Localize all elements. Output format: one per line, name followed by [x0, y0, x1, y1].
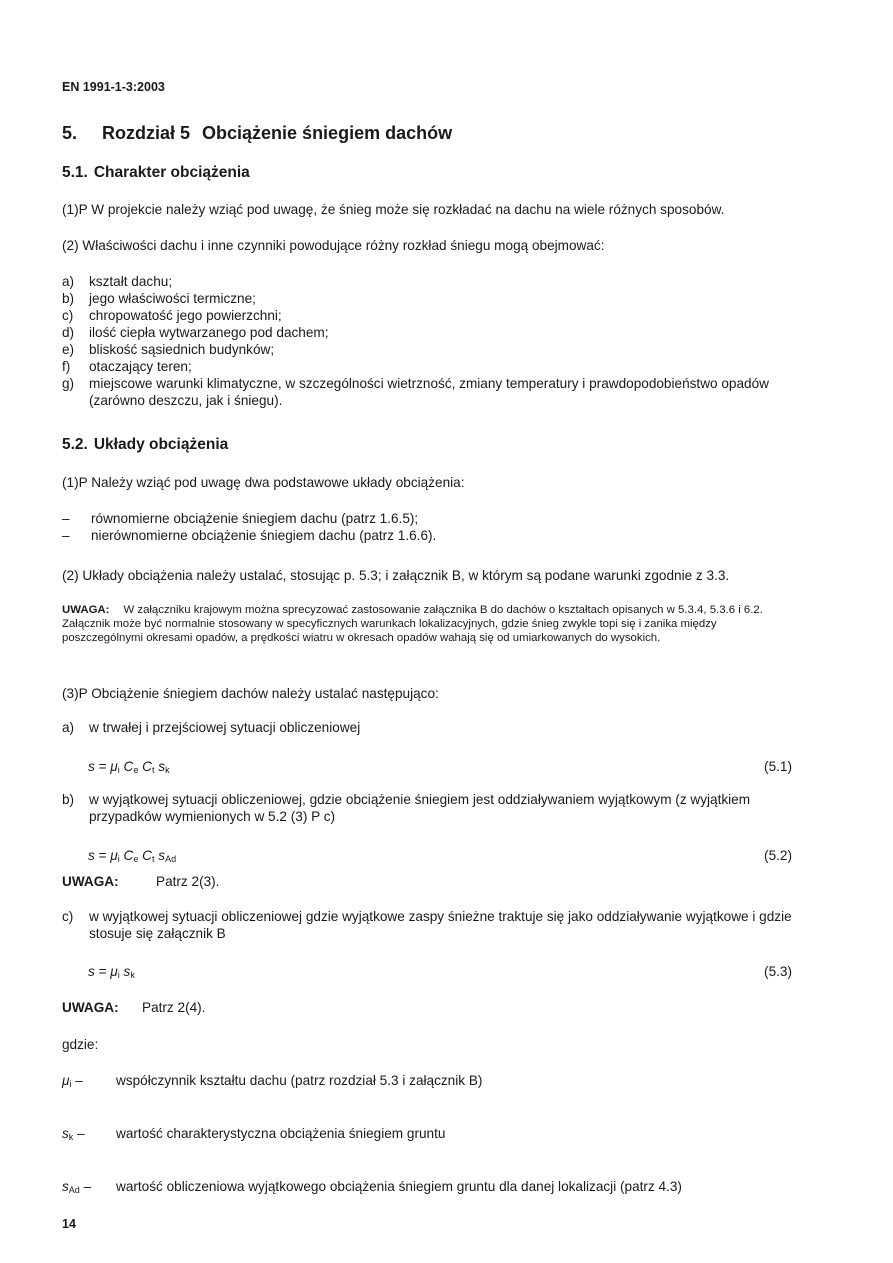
chapter-number: 5. [62, 123, 78, 143]
note-label: UWAGA: [62, 604, 110, 616]
equation-5-2: $s = \mu_i$ $C_e$ $C_t$ $s_{Ad}$ (5.2) [88, 848, 792, 864]
paragraph-1p: (1)P Należy wziąć pod uwagę dwa podstawowe układy obciążenia: [62, 475, 465, 490]
equation-number: (5.2) [764, 848, 792, 863]
case-b: b) w wyjątkowej sytuacji obliczeniowej, gdzie obciążenie śniegiem jest oddziaływaniem wyjątkowym (z wyjątkiem przypadków wymienionych w 5.2 (3) P c) [62, 792, 751, 824]
list-item: g) miejscowe warunki klimatyczne, w szczególności wietrzność, zmiany temperatury i prawdopodobieństwo opadów (zarówno deszczu, jak i śniegu). [62, 376, 769, 408]
where-label: gdzie: [62, 1037, 99, 1052]
section-title: Układy obciążenia [93, 436, 229, 453]
list-item: – równomierne obciążenie śniegiem dachu (patrz 1.6.5); [62, 511, 419, 526]
definition-text: wartość obliczeniowa wyjątkowego obciążenia śniegiem gruntu dla danej lokalizacji (patrz 4.3) [116, 1179, 682, 1194]
paragraph-3p: (3)P Obciążenie śniegiem dachów należy ustalać następująco: [62, 686, 439, 701]
chapter-name: Obciążenie śniegiem dachów [202, 123, 453, 143]
definition-item [62, 1178, 794, 1195]
section-number: 5.1. [62, 164, 88, 181]
paragraph-2: (2) Układy obciążenia należy ustalać, stosując p. 5.3; i załącznik B, w którym są podane warunki zgodnie z 3.3. [62, 568, 730, 583]
page-number: 14 [62, 1217, 76, 1231]
definition-item [62, 1072, 794, 1089]
section-number: 5.2. [62, 436, 88, 453]
page-header: EN 1991-1-3:2003 [62, 80, 165, 94]
note-label: UWAGA: [62, 1000, 119, 1015]
list-item: f) otaczający teren; [62, 359, 192, 374]
definition-text: współczynnik kształtu dachu (patrz rozdział 5.3 i załącznik B) [116, 1073, 483, 1088]
equation-number: (5.3) [764, 964, 792, 979]
note-text: Patrz 2(4). [142, 1000, 206, 1015]
list-item: c) chropowatość jego powierzchni; [62, 308, 282, 323]
definition-text: wartość charakterystyczna obciążenia śniegiem gruntu [116, 1126, 446, 1141]
note-text: W załączniku krajowym można sprecyzować zastosowanie załącznika B do dachów o kształtach opisanych w 5.3.4, 5.3.6 i 6.2. Załącznik może być normalnie stosowany w specyficznych warunkach lokalizacyjnych, gdzie śnieg zwykle topi się i zanika między poszczególnymi okresami opadów, a prędkości wiatru w okresach opadów wahają się od umiarkowanych do wysokich. [62, 604, 763, 644]
list-item: b) jego właściwości termiczne; [62, 291, 256, 306]
document-page [62, 0, 794, 1231]
load-arrangement-list [62, 510, 794, 544]
factor-list [62, 273, 794, 409]
note-text: Patrz 2(3). [156, 874, 220, 889]
case-a: a) w trwałej i przejściowej sytuacji obliczeniowej [62, 720, 361, 735]
list-item: e) bliskość sąsiednich budynków; [62, 342, 275, 357]
section-title: Charakter obciążenia [93, 164, 250, 181]
definition-item [62, 1125, 794, 1142]
section-5-2-heading [62, 435, 228, 455]
note-label: UWAGA: [62, 874, 119, 889]
equation-number: (5.1) [764, 759, 792, 774]
chapter-title [62, 122, 452, 144]
paragraph-1p: (1)P W projekcie należy wziąć pod uwagę, że śnieg może się rozkładać na dachu na wiele różnych sposobów. [62, 202, 725, 217]
note-block [62, 603, 792, 645]
definition-symbol: $s_k$ – [62, 1126, 85, 1142]
equation-5-3: $s = \mu_i$ $s_k$ (5.3) [88, 964, 792, 980]
list-item: – nierównomierne obciążenie śniegiem dachu (patrz 1.6.6). [62, 528, 437, 543]
note-block [62, 873, 219, 890]
note-block [62, 999, 205, 1016]
section-5-1-heading [62, 163, 250, 183]
paragraph-2: (2) Właściwości dachu i inne czynniki powodujące różny rozkład śniegu mogą obejmować: [62, 238, 605, 253]
equation-5-1: $s = \mu_i$ $C_e$ $C_t$ $s_k$ (5.1) [88, 759, 792, 775]
list-item: d) ilość ciepła wytwarzanego pod dachem; [62, 325, 329, 340]
definition-symbol: $s_{Ad}$ – [62, 1179, 92, 1195]
list-item: a) kształt dachu; [62, 274, 173, 289]
chapter-prefix: Rozdział 5 [102, 123, 191, 143]
definition-symbol: $\mu_i$ – [62, 1073, 83, 1089]
case-c: c) w wyjątkowej sytuacji obliczeniowej gdzie wyjątkowe zaspy śnieżne traktuje się jako oddziaływanie wyjątkowe i gdzie stosuje się załącznik B [62, 909, 792, 941]
